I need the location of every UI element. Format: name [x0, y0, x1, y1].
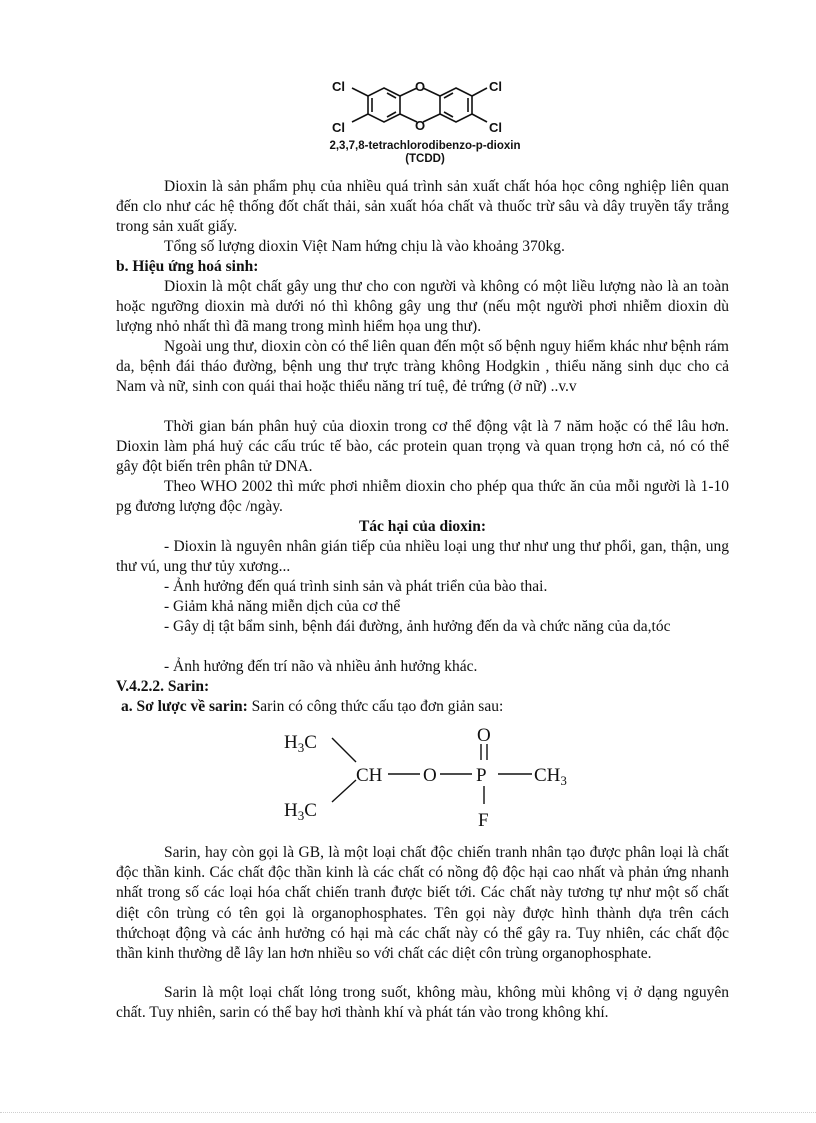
harm-list-item: - Ảnh hưởng đến trí não và nhiều ảnh hưởng khác.: [164, 658, 478, 675]
fluorine-atom-label: F: [478, 810, 489, 831]
cl-atom-label: Cl: [332, 79, 345, 94]
heading-biochemical-effect: b. Hiệu ứng hoá sinh:: [116, 258, 259, 275]
sarin-intro-line: [121, 697, 503, 717]
h3c-group-label: $H_3C$: [284, 732, 317, 755]
dioxin-caption: [300, 140, 550, 166]
oxygen-atom-label: O: [415, 79, 426, 94]
dioxin-caption-name: 2,3,7,8-tetrachlorodibenzo-p-dioxin: [329, 140, 521, 152]
oxygen-atom-label: O: [415, 118, 426, 133]
heading-sarin-overview: a. Sơ lược về sarin:: [121, 698, 248, 715]
oxygen-atom-label: O: [423, 765, 437, 786]
paragraph-dioxin-amount: Tổng số lượng dioxin Việt Nam hứng chịu là vào khoảng 370kg.: [164, 238, 565, 255]
oxygen-double-bond-label: O: [477, 725, 491, 746]
ch3-group-label: $CH_3$: [534, 765, 567, 788]
cl-atom-label: Cl: [489, 120, 502, 135]
h3c-group-label: $H_3C$: [284, 800, 317, 823]
cl-atom-label: Cl: [332, 120, 345, 135]
phosphorus-atom-label: P: [476, 765, 487, 786]
harm-list-item: - Ảnh hưởng đến quá trình sinh sản và phát triển của bào thai.: [164, 578, 548, 595]
paragraph-who-limit: Theo WHO 2002 thì mức phơi nhiễm dioxin cho phép qua thức ăn của mỗi người là 1-10 pg đương lượng độc /ngày.: [116, 478, 729, 516]
harm-list-item: - Giảm khả năng miễn dịch của cơ thể: [164, 598, 401, 615]
dioxin-structure: [330, 74, 510, 138]
paragraph-dioxin-sources: Dioxin là sản phẩm phụ của nhiều quá trình sản xuất chất hóa học công nghiệp liên quan đến clo như các hệ thống đốt chất thải, sản xuất hóa chất và thuốc trừ sâu và dây truyền tẩy trắng trong sản xuất giấy.: [116, 178, 729, 236]
heading-dioxin-harms: Tác hại của dioxin:: [358, 518, 487, 535]
dioxin-structure-drawing: [330, 74, 510, 138]
sarin-structure: [282, 722, 582, 834]
sarin-intro-text: Sarin có công thức cấu tạo đơn giản sau:: [247, 698, 504, 715]
harm-list-item: - Gây dị tật bẩm sinh, bệnh đái đường, ảnh hưởng đến da và chức năng của da,tóc: [164, 618, 671, 635]
ch-group-label: CH: [356, 765, 383, 786]
cl-atom-label: Cl: [489, 79, 502, 94]
paragraph-sarin-definition: Sarin, hay còn gọi là GB, là một loại chất độc chiến tranh nhân tạo được phân loại là chất độc thần kinh. Các chất độc thần kinh là các chất có nồng độ độc hại cao nhất và phản ứng nhanh nhất trong số các loại hóa chất chiến tranh được biết tới. Các chất này tương tự như một số chất diệt côn trùng có tên gọi là organophosphates. Tên gọi này được hình thành dựa trên cách thứchoạt động và các ảnh hưởng có hại mà các chất này có thể gây ra. Tuy nhiên, các chất độc thần kinh thường dễ lây lan hơn nhiều so với chất các diệt côn trùng organophosphate.: [116, 844, 729, 963]
sarin-structure-drawing: [282, 722, 582, 834]
paragraph-other-diseases: Ngoài ung thư, dioxin còn có thể liên quan đến một số bệnh nguy hiểm khác như bệnh rám da, bệnh đái tháo đường, bệnh ung thư trực tràng không Hodgkin , thiểu năng sinh dục cho cả Nam và nữ, sinh con quái thai hoặc thiểu năng trí tuệ, đẻ trứng (ở nữ) ..v.v: [116, 338, 729, 396]
section-heading-sarin: V.4.2.2. Sarin:: [116, 678, 210, 695]
paragraph-sarin-properties: Sarin là một loại chất lỏng trong suốt, không màu, không mùi không vị ở dạng nguyên chất. Tuy nhiên, sarin có thể bay hơi thành khí và phát tán vào trong không khí.: [116, 984, 729, 1022]
dioxin-caption-abbrev: (TCDD): [405, 153, 445, 165]
paragraph-carcinogen: Dioxin là một chất gây ung thư cho con người và không có một liều lượng nào là an toàn hoặc ngưỡng dioxin mà dưới nó thì không gây ung thư (nếu một người phơi nhiễm dioxin dù lượng nhỏ nhất thì đã mang trong mình hiểm họa ung thư).: [116, 278, 729, 336]
paragraph-half-life: Thời gian bán phân huỷ của dioxin trong cơ thể động vật là 7 năm hoặc có thể lâu hơn. Dioxin làm phá huỷ các cấu trúc tế bào, các protein quan trọng và quan trọng hơn cả, nó có thể gây đột biến trên phân tử DNA.: [116, 418, 729, 476]
harm-list-item: - Dioxin là nguyên nhân gián tiếp của nhiều loại ung thư như ung thư phổi, gan, thận, ung thư vú, ung thư tủy xương...: [116, 538, 729, 576]
page-bottom-border: [0, 1112, 816, 1114]
